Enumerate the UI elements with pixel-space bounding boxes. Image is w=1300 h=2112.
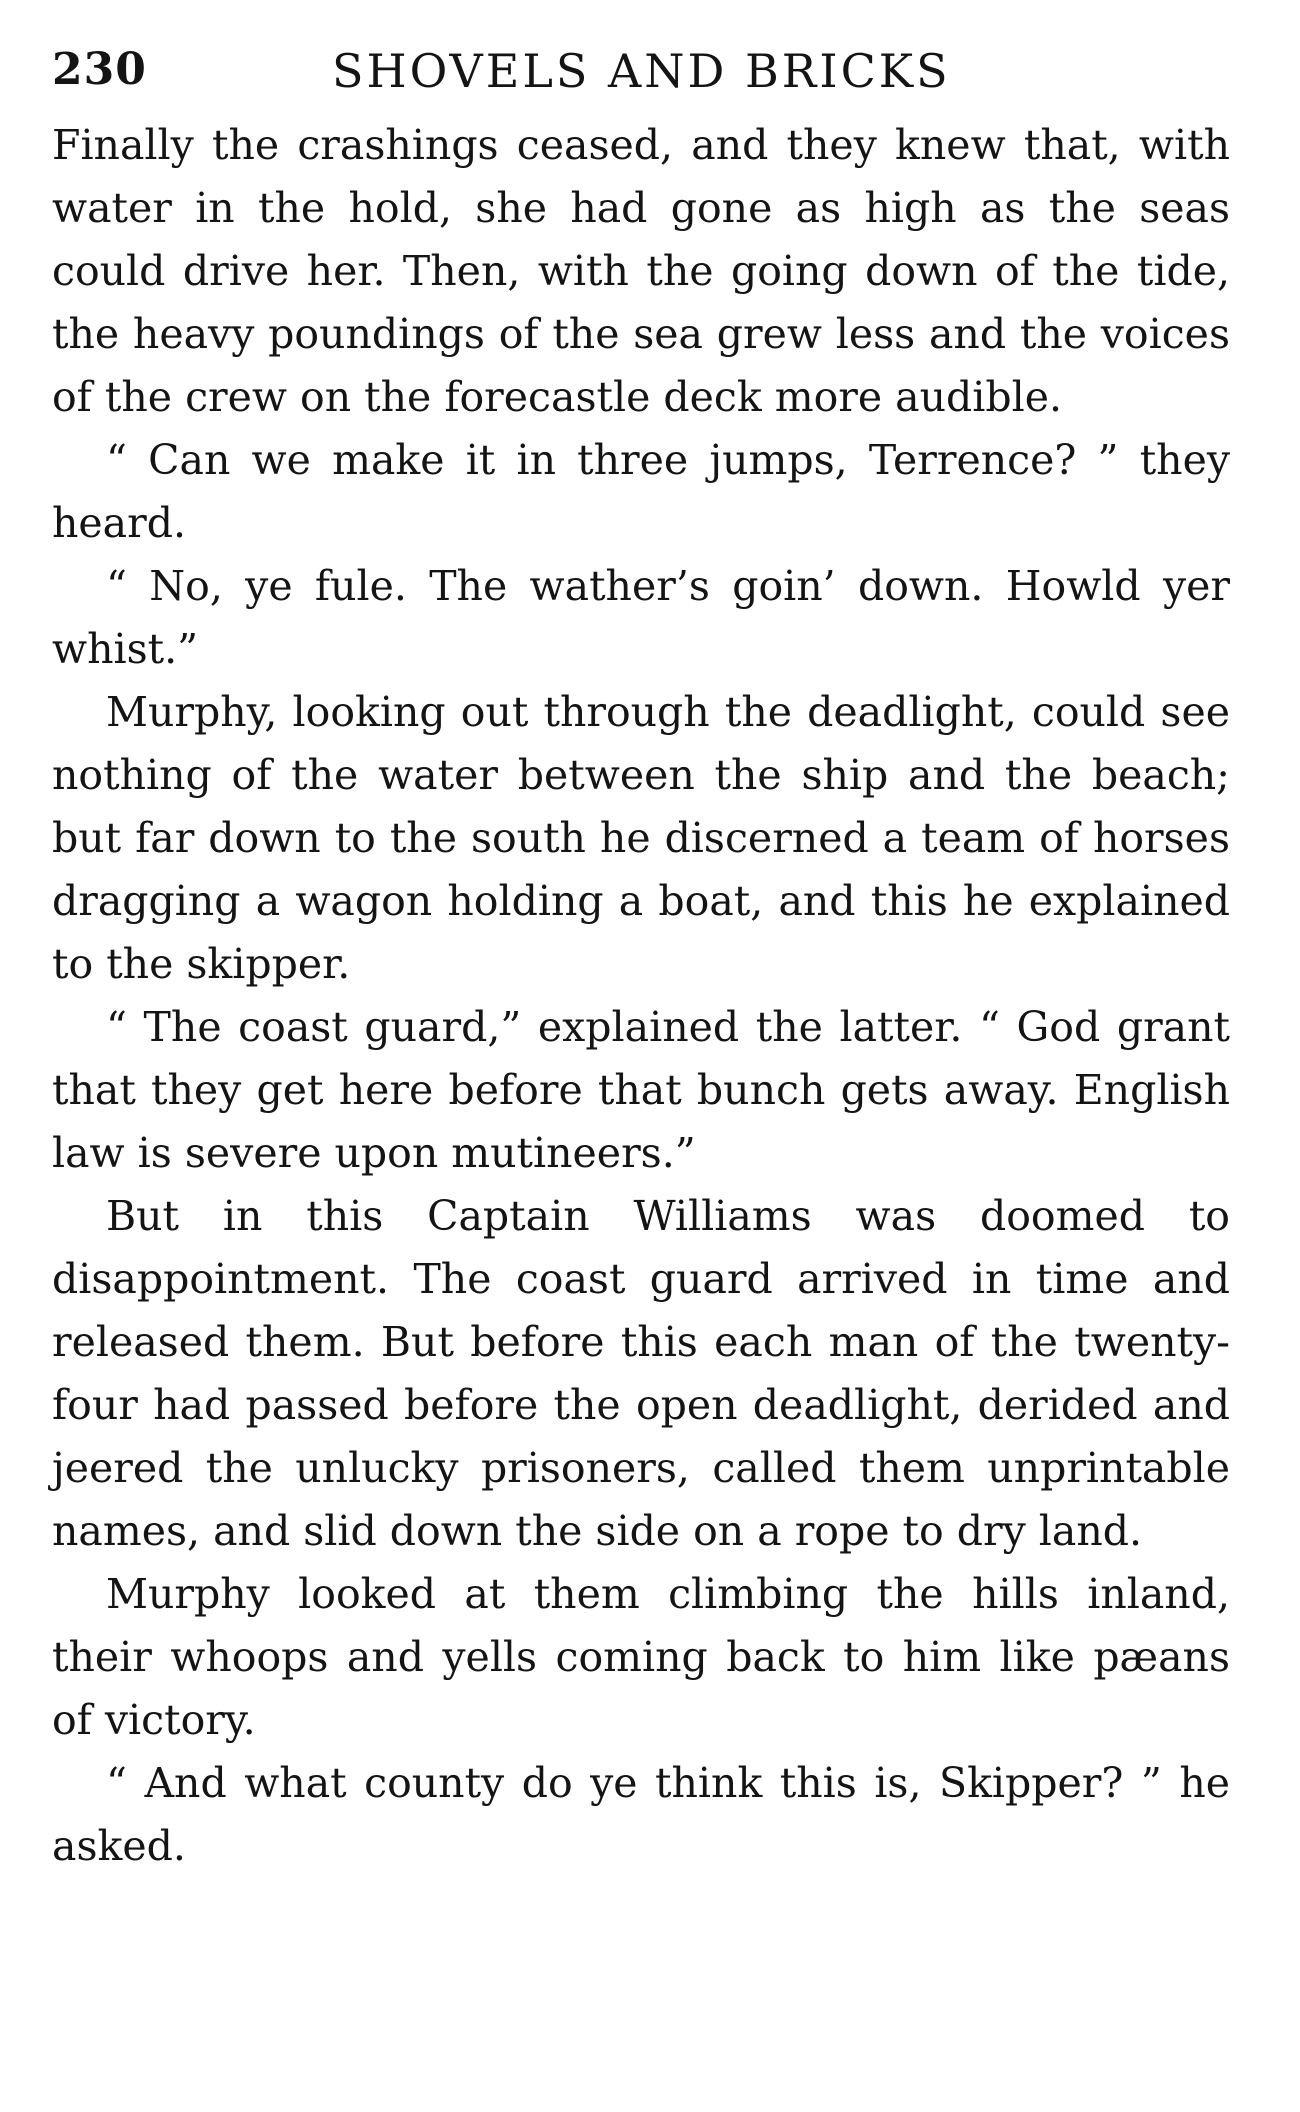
paragraph: Finally the crashings ceased, and they knew that, with water in the hold, she had gone as high as the seas could drive her. Then, with the going down of the tide, the heavy poundings of the sea grew less and the voices of the crew on the forecastle deck more audible. bbox=[52, 121, 1230, 421]
paragraph: But in this Captain Williams was doomed to disappointment. The coast guard arrived in time and released them. But before this each man of the twenty-four had passed before the open deadlight, derided and jeered the unlucky prisoners, called them unprintable names, and slid down the side on a rope to dry land. bbox=[52, 1192, 1230, 1555]
paragraph: Murphy, looking out through the deadlight, could see nothing of the water between the ship and the beach; but far down to the south he discerned a team of horses dragging a wagon holding a boat, and this he explained to the skipper. bbox=[52, 688, 1230, 988]
running-head: SHOVELS AND BRICKS bbox=[332, 44, 951, 98]
page-number: 230 bbox=[52, 44, 147, 95]
page-header bbox=[52, 38, 1230, 100]
body-text bbox=[52, 114, 1230, 1878]
paragraph: Murphy looked at them climbing the hills inland, their whoops and yells coming back to him like pæans of victory. bbox=[52, 1570, 1230, 1744]
paragraph: “ Can we make it in three jumps, Terrence? ” they heard. bbox=[52, 436, 1230, 547]
book-page bbox=[52, 38, 1230, 1878]
paragraph: “ No, ye fule. The wather’s goin’ down. Howld yer whist.” bbox=[52, 562, 1230, 673]
paragraph: “ And what county do ye think this is, Skipper? ” he asked. bbox=[52, 1759, 1230, 1870]
paragraph: “ The coast guard,” explained the latter. “ God grant that they get here before that bunch gets away. English law is severe upon mutineers.” bbox=[52, 1003, 1230, 1177]
